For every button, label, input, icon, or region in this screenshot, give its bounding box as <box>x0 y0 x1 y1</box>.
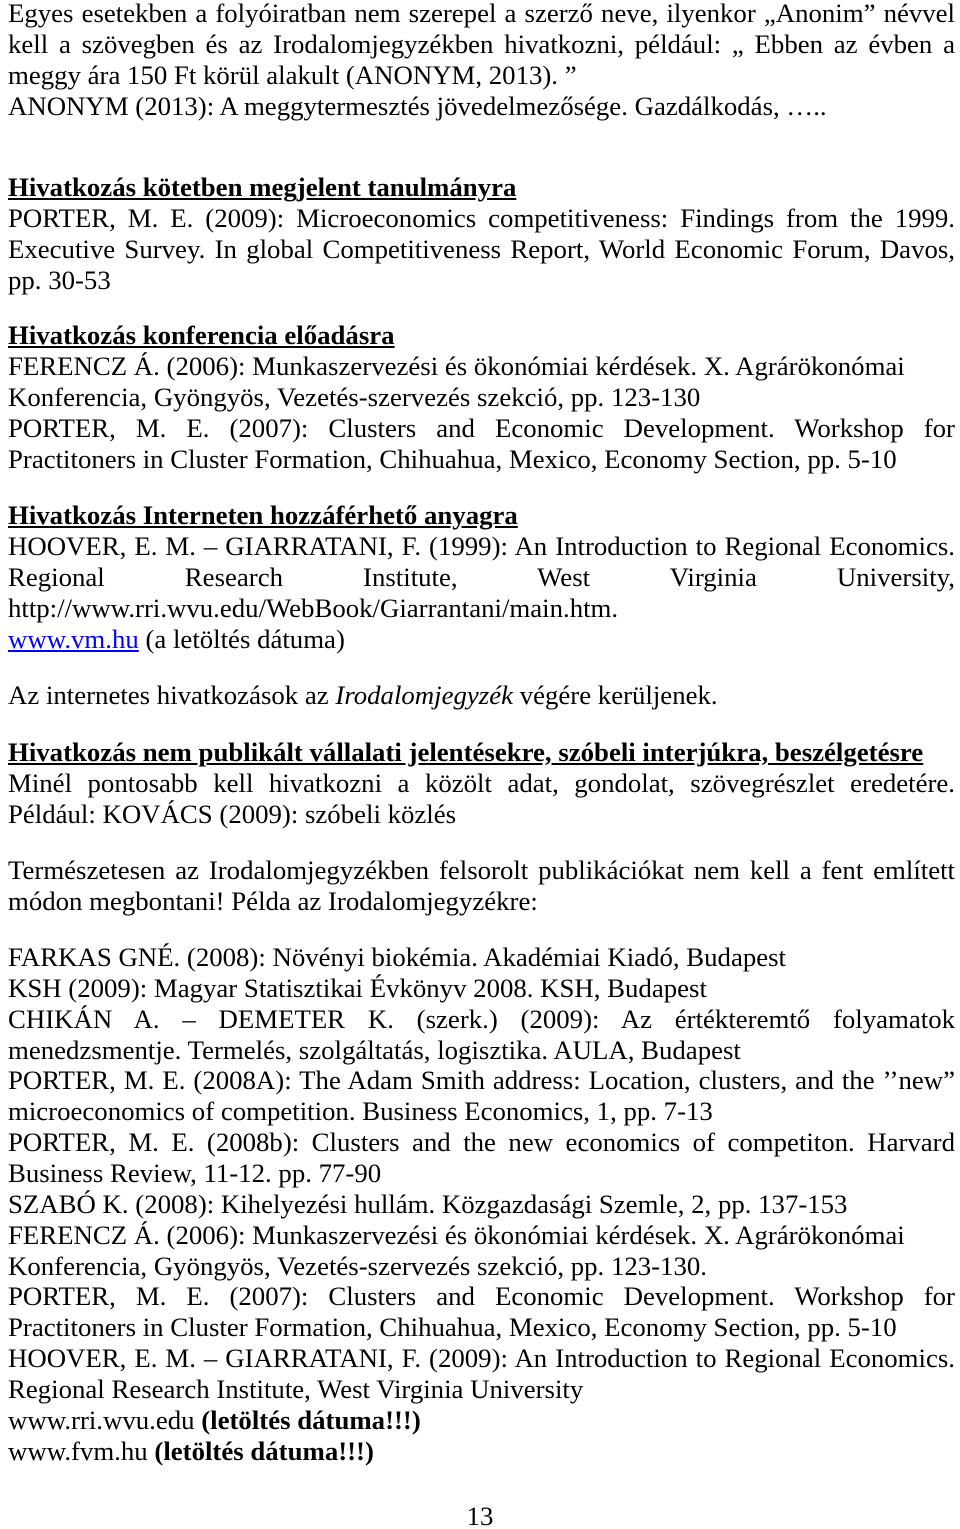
bibliography-web-ref <box>8 1436 955 1467</box>
bibliography-line: PORTER, M. E. (2008A): The Adam Smith address: Location, clusters, and the ’’new” <box>8 1065 955 1095</box>
bibliography-web-ref <box>8 1405 955 1436</box>
page-number: 13 <box>466 1501 494 1529</box>
link-note: (a letöltés dátuma) <box>138 624 345 654</box>
bibliography-line: PORTER, M. E. (2007): Clusters and Economic Development. Workshop for <box>8 1281 955 1311</box>
body-line: Természetesen az Irodalomjegyzékben felsorolt publikációkat nem kell a fent említett <box>8 855 955 885</box>
bibliography-line: HOOVER, E. M. – GIARRATANI, F. (2009): An Introduction to Regional Economics. <box>8 1343 955 1373</box>
web-link[interactable]: www.vm.hu <box>8 624 139 654</box>
body-line: módon megbontani! Példa az Irodalomjegyzékre: <box>8 886 538 916</box>
web-ref-note: (letöltés dátuma!!!) <box>154 1436 374 1466</box>
section-heading-book-chapter: Hivatkozás kötetben megjelent tanulmányra <box>8 172 517 202</box>
reference-line: Practitoners in Cluster Formation, Chihuahua, Mexico, Economy Section, pp. 5-10 <box>8 444 897 474</box>
note-italic-term: Irodalomjegyzék <box>335 680 513 710</box>
web-ref-note: (letöltés dátuma!!!) <box>201 1405 421 1435</box>
bibliography-line: KSH (2009): Magyar Statisztikai Évkönyv 2008. KSH, Budapest <box>8 973 707 1003</box>
web-ref-url: www.rri.wvu.edu <box>8 1405 202 1435</box>
web-ref-url: www.fvm.hu <box>8 1436 155 1466</box>
bibliography-line: FERENCZ Á. (2006): Munkaszervezési és ökonómiai kérdések. X. Agrárökonómai <box>8 1220 905 1250</box>
intro-line: meggy ára 150 Ft körül alakult (ANONYM, 2013). ” <box>8 60 577 90</box>
reference-example-anonym: ANONYM (2013): A meggytermesztés jövedelmezősége. Gazdálkodás, ….. <box>8 91 827 121</box>
bibliography-line: FARKAS GNÉ. (2008): Növényi biokémia. Akadémiai Kiadó, Budapest <box>8 942 786 972</box>
reference-url: http://www.rri.wvu.edu/WebBook/Giarrantani/main.htm. <box>8 593 619 623</box>
reference-line: Regional Research Institute, West Virginia University, <box>8 562 955 592</box>
reference-line: PORTER, M. E. (2007): Clusters and Economic Development. Workshop for <box>8 413 955 443</box>
bibliography-line: Regional Research Institute, West Virginia University <box>8 1374 584 1404</box>
reference-line: Konferencia, Gyöngyös, Vezetés-szervezés szekció, pp. 123-130 <box>8 382 701 412</box>
reference-line: pp. 30-53 <box>8 265 111 295</box>
intro-line: kell a szövegben és az Irodalomjegyzékben hivatkozni, például: „ Ebben az évben a <box>8 29 955 59</box>
reference-line <box>8 624 955 655</box>
reference-line: PORTER, M. E. (2009): Microeconomics competitiveness: Findings from the 1999. <box>8 203 955 233</box>
reference-line: FERENCZ Á. (2006): Munkaszervezési és ökonómiai kérdések. X. Agrárökonómai <box>8 351 905 381</box>
reference-line: HOOVER, E. M. – GIARRATANI, F. (1999): An Introduction to Regional Economics. <box>8 531 955 561</box>
note-text: Az internetes hivatkozások az <box>8 680 336 710</box>
note-line <box>8 680 955 711</box>
bibliography-line: Practitoners in Cluster Formation, Chihuahua, Mexico, Economy Section, pp. 5-10 <box>8 1312 897 1342</box>
note-text: végére kerüljenek. <box>513 680 718 710</box>
section-heading-conference: Hivatkozás konferencia előadásra <box>8 320 395 350</box>
intro-line: Egyes esetekben a folyóiratban nem szerepel a szerző neve, ilyenkor „Anonim” névvel <box>8 0 955 28</box>
section-heading-internet: Hivatkozás Interneten hozzáférhető anyagra <box>8 500 518 530</box>
body-line: Minél pontosabb kell hivatkozni a közölt adat, gondolat, szövegrészlet eredetére. <box>8 768 955 798</box>
bibliography-line: microeconomics of competition. Business Economics, 1, pp. 7-13 <box>8 1096 713 1126</box>
bibliography-line: Konferencia, Gyöngyös, Vezetés-szervezés szekció, pp. 123-130. <box>8 1251 707 1281</box>
body-line: Például: KOVÁCS (2009): szóbeli közlés <box>8 799 457 829</box>
bibliography-line: SZABÓ K. (2008): Kihelyezési hullám. Közgazdasági Szemle, 2, pp. 137-153 <box>8 1189 848 1219</box>
bibliography-line: PORTER, M. E. (2008b): Clusters and the new economics of competiton. Harvard <box>8 1127 955 1157</box>
reference-line: Executive Survey. In global Competitiveness Report, World Economic Forum, Davos, <box>8 234 955 264</box>
bibliography-line: menedzsmentje. Termelés, szolgáltatás, logisztika. AULA, Budapest <box>8 1035 741 1065</box>
bibliography-line: CHIKÁN A. – DEMETER K. (szerk.) (2009): Az értékteremtő folyamatok <box>8 1004 955 1034</box>
bibliography-line: Business Review, 11-12. pp. 77-90 <box>8 1158 382 1188</box>
section-heading-unpublished: Hivatkozás nem publikált vállalati jelentésekre, szóbeli interjúkra, beszélgetésre <box>8 737 924 767</box>
